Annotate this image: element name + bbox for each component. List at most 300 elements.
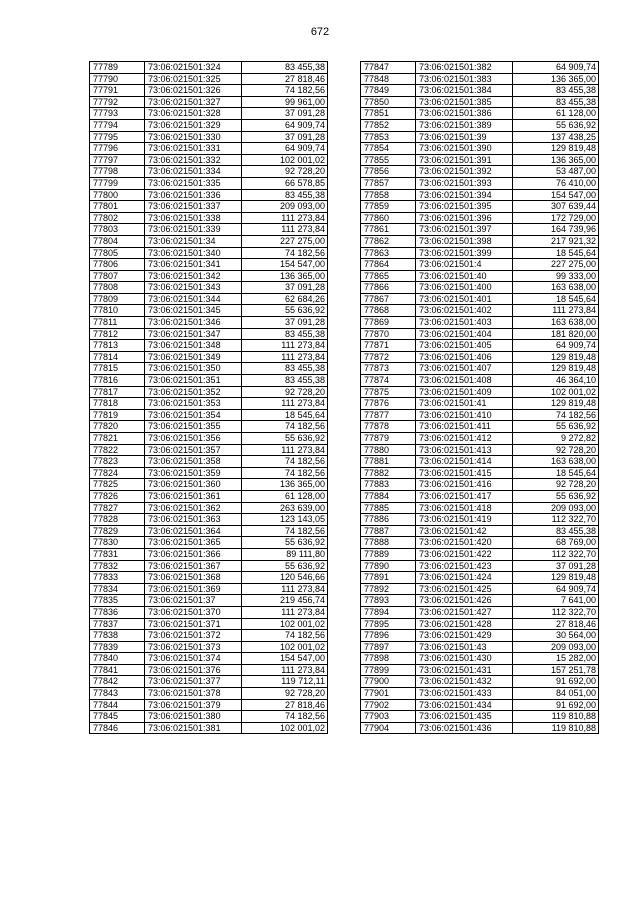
cadastral-number-cell: 73:06:021501:338 [145,212,242,224]
value-cell: 111 273,84 [242,664,328,676]
value-cell: 99 961,00 [242,96,328,108]
row-number-cell: 77898 [361,653,416,665]
table-row [90,467,328,479]
value-cell: 154 547,00 [513,189,599,201]
cadastral-number-cell: 73:06:021501:39 [416,131,513,143]
cadastral-number-cell: 73:06:021501:360 [145,479,242,491]
cadastral-number-cell: 73:06:021501:382 [416,62,513,74]
value-cell: 163 638,00 [513,456,599,468]
value-cell: 219 456,74 [242,595,328,607]
value-cell: 92 728,20 [513,444,599,456]
row-number-cell: 77869 [361,317,416,329]
value-cell: 53 487,00 [513,166,599,178]
cadastral-number-cell: 73:06:021501:377 [145,676,242,688]
cadastral-number-cell: 73:06:021501:374 [145,653,242,665]
cadastral-number-cell: 73:06:021501:420 [416,537,513,549]
value-cell: 209 093,00 [513,641,599,653]
value-cell: 129 819,48 [513,143,599,155]
cadastral-number-cell: 73:06:021501:372 [145,630,242,642]
value-cell: 46 364,10 [513,375,599,387]
cadastral-number-cell: 73:06:021501:373 [145,641,242,653]
value-cell: 55 636,92 [242,560,328,572]
cadastral-number-cell: 73:06:021501:385 [416,96,513,108]
value-cell: 83 455,38 [242,62,328,74]
table-row [361,467,599,479]
table-row [90,688,328,700]
table-row [361,630,599,642]
value-cell: 129 819,48 [513,572,599,584]
row-number-cell: 77820 [90,421,145,433]
value-cell: 74 182,56 [242,467,328,479]
cadastral-number-cell: 73:06:021501:431 [416,664,513,676]
row-number-cell: 77888 [361,537,416,549]
value-cell: 76 410,00 [513,177,599,189]
value-cell: 27 818,46 [242,699,328,711]
table-row [361,119,599,131]
value-cell: 172 729,00 [513,212,599,224]
table-row [361,96,599,108]
table-row [361,177,599,189]
cadastral-number-cell: 73:06:021501:400 [416,282,513,294]
table-row [90,224,328,236]
row-number-cell: 77824 [90,467,145,479]
row-number-cell: 77819 [90,409,145,421]
cadastral-number-cell: 73:06:021501:396 [416,212,513,224]
table-row [361,212,599,224]
cadastral-number-cell: 73:06:021501:425 [416,583,513,595]
value-cell: 263 639,00 [242,502,328,514]
table-row [361,479,599,491]
table-row [90,479,328,491]
value-cell: 27 818,46 [513,618,599,630]
cadastral-number-cell: 73:06:021501:401 [416,293,513,305]
value-cell: 83 455,38 [242,375,328,387]
row-number-cell: 77864 [361,259,416,271]
value-cell: 74 182,56 [242,711,328,723]
row-number-cell: 77886 [361,514,416,526]
cadastral-number-cell: 73:06:021501:398 [416,235,513,247]
table-row [361,305,599,317]
cadastral-number-cell: 73:06:021501:359 [145,467,242,479]
cadastral-number-cell: 73:06:021501:434 [416,699,513,711]
cadastral-number-cell: 73:06:021501:350 [145,363,242,375]
cadastral-number-cell: 73:06:021501:392 [416,166,513,178]
table-row [90,212,328,224]
row-number-cell: 77860 [361,212,416,224]
value-cell: 74 182,56 [242,421,328,433]
table-row [90,375,328,387]
cadastral-number-cell: 73:06:021501:381 [145,722,242,734]
row-number-cell: 77795 [90,131,145,143]
table-row [90,189,328,201]
value-cell: 37 091,28 [242,108,328,120]
row-number-cell: 77790 [90,73,145,85]
value-cell: 55 636,92 [242,537,328,549]
cadastral-number-cell: 73:06:021501:353 [145,398,242,410]
cadastral-number-cell: 73:06:021501:41 [416,398,513,410]
table-row [361,444,599,456]
row-number-cell: 77810 [90,305,145,317]
value-cell: 111 273,84 [513,305,599,317]
table-row [90,201,328,213]
cadastral-number-cell: 73:06:021501:432 [416,676,513,688]
value-cell: 92 728,20 [242,386,328,398]
value-cell: 217 921,32 [513,235,599,247]
row-number-cell: 77883 [361,479,416,491]
table-row [90,514,328,526]
row-number-cell: 77804 [90,235,145,247]
row-number-cell: 77875 [361,386,416,398]
value-cell: 74 182,56 [242,630,328,642]
row-number-cell: 77794 [90,119,145,131]
table-row [361,282,599,294]
value-cell: 9 272,82 [513,433,599,445]
value-cell: 83 455,38 [513,85,599,97]
table-row [90,676,328,688]
row-number-cell: 77871 [361,340,416,352]
row-number-cell: 77817 [90,386,145,398]
table-row [361,293,599,305]
row-number-cell: 77896 [361,630,416,642]
row-number-cell: 77834 [90,583,145,595]
row-number-cell: 77881 [361,456,416,468]
table-row [361,62,599,74]
table-row [361,653,599,665]
table-row [90,235,328,247]
row-number-cell: 77848 [361,73,416,85]
table-row [90,502,328,514]
cadastral-number-cell: 73:06:021501:4 [416,259,513,271]
table-row [90,85,328,97]
cadastral-number-cell: 73:06:021501:410 [416,409,513,421]
table-row [90,282,328,294]
row-number-cell: 77879 [361,433,416,445]
cadastral-number-cell: 73:06:021501:393 [416,177,513,189]
value-cell: 18 545,64 [513,293,599,305]
value-cell: 18 545,64 [513,247,599,259]
cadastral-number-cell: 73:06:021501:365 [145,537,242,549]
cadastral-number-cell: 73:06:021501:426 [416,595,513,607]
table-row [90,722,328,734]
row-number-cell: 77830 [90,537,145,549]
table-row [361,166,599,178]
value-cell: 55 636,92 [513,490,599,502]
row-number-cell: 77862 [361,235,416,247]
cadastral-number-cell: 73:06:021501:406 [416,351,513,363]
table-row [90,166,328,178]
value-cell: 111 273,84 [242,340,328,352]
table-row [361,328,599,340]
cadastral-number-cell: 73:06:021501:376 [145,664,242,676]
table-row [361,317,599,329]
row-number-cell: 77861 [361,224,416,236]
cadastral-number-cell: 73:06:021501:422 [416,548,513,560]
cadastral-number-cell: 73:06:021501:380 [145,711,242,723]
row-number-cell: 77842 [90,676,145,688]
cadastral-number-cell: 73:06:021501:416 [416,479,513,491]
value-cell: 102 001,02 [242,154,328,166]
value-cell: 136 365,00 [242,270,328,282]
cadastral-number-cell: 73:06:021501:368 [145,572,242,584]
table-row [90,537,328,549]
row-number-cell: 77858 [361,189,416,201]
table-row [90,351,328,363]
value-cell: 55 636,92 [513,421,599,433]
cadastral-number-cell: 73:06:021501:361 [145,490,242,502]
table-row [90,62,328,74]
row-number-cell: 77902 [361,699,416,711]
row-number-cell: 77889 [361,548,416,560]
value-cell: 111 273,84 [242,224,328,236]
value-cell: 123 143,05 [242,514,328,526]
row-number-cell: 77808 [90,282,145,294]
table-row [361,154,599,166]
left-register-table [89,61,328,734]
value-cell: 157 251,78 [513,664,599,676]
row-number-cell: 77878 [361,421,416,433]
row-number-cell: 77811 [90,317,145,329]
value-cell: 64 909,74 [242,119,328,131]
cadastral-number-cell: 73:06:021501:332 [145,154,242,166]
cadastral-number-cell: 73:06:021501:363 [145,514,242,526]
row-number-cell: 77892 [361,583,416,595]
table-row [361,224,599,236]
row-number-cell: 77801 [90,201,145,213]
row-number-cell: 77807 [90,270,145,282]
table-row [90,572,328,584]
cadastral-number-cell: 73:06:021501:328 [145,108,242,120]
value-cell: 89 111,80 [242,548,328,560]
row-number-cell: 77900 [361,676,416,688]
row-number-cell: 77901 [361,688,416,700]
table-row [90,444,328,456]
cadastral-number-cell: 73:06:021501:331 [145,143,242,155]
cadastral-number-cell: 73:06:021501:417 [416,490,513,502]
cadastral-number-cell: 73:06:021501:378 [145,688,242,700]
cadastral-number-cell: 73:06:021501:335 [145,177,242,189]
value-cell: 129 819,48 [513,351,599,363]
value-cell: 154 547,00 [242,259,328,271]
value-cell: 61 128,00 [242,490,328,502]
row-number-cell: 77833 [90,572,145,584]
row-number-cell: 77841 [90,664,145,676]
row-number-cell: 77856 [361,166,416,178]
table-row [90,630,328,642]
value-cell: 37 091,28 [242,131,328,143]
row-number-cell: 77815 [90,363,145,375]
row-number-cell: 77799 [90,177,145,189]
table-row [361,131,599,143]
row-number-cell: 77890 [361,560,416,572]
cadastral-number-cell: 73:06:021501:415 [416,467,513,479]
row-number-cell: 77809 [90,293,145,305]
cadastral-number-cell: 73:06:021501:339 [145,224,242,236]
value-cell: 209 093,00 [513,502,599,514]
cadastral-number-cell: 73:06:021501:326 [145,85,242,97]
table-row [90,259,328,271]
value-cell: 102 001,02 [242,618,328,630]
value-cell: 111 273,84 [242,351,328,363]
cadastral-number-cell: 73:06:021501:366 [145,548,242,560]
row-number-cell: 77823 [90,456,145,468]
cadastral-number-cell: 73:06:021501:358 [145,456,242,468]
table-row [90,606,328,618]
value-cell: 163 638,00 [513,282,599,294]
row-number-cell: 77798 [90,166,145,178]
cadastral-number-cell: 73:06:021501:343 [145,282,242,294]
cadastral-number-cell: 73:06:021501:404 [416,328,513,340]
row-number-cell: 77891 [361,572,416,584]
cadastral-number-cell: 73:06:021501:408 [416,375,513,387]
cadastral-number-cell: 73:06:021501:433 [416,688,513,700]
cadastral-number-cell: 73:06:021501:329 [145,119,242,131]
right-register-table [360,61,599,734]
value-cell: 91 692,00 [513,676,599,688]
row-number-cell: 77859 [361,201,416,213]
row-number-cell: 77884 [361,490,416,502]
row-number-cell: 77904 [361,722,416,734]
row-number-cell: 77816 [90,375,145,387]
value-cell: 15 282,00 [513,653,599,665]
table-row [361,583,599,595]
row-number-cell: 77802 [90,212,145,224]
table-row [361,688,599,700]
table-row [361,259,599,271]
cadastral-number-cell: 73:06:021501:341 [145,259,242,271]
table-row [361,247,599,259]
row-number-cell: 77882 [361,467,416,479]
value-cell: 7 641,00 [513,595,599,607]
table-row [90,398,328,410]
table-row [90,363,328,375]
value-cell: 74 182,56 [242,247,328,259]
value-cell: 30 564,00 [513,630,599,642]
table-row [90,560,328,572]
table-row [90,653,328,665]
row-number-cell: 77865 [361,270,416,282]
cadastral-number-cell: 73:06:021501:325 [145,73,242,85]
row-number-cell: 77832 [90,560,145,572]
cadastral-number-cell: 73:06:021501:37 [145,595,242,607]
cadastral-number-cell: 73:06:021501:324 [145,62,242,74]
table-row [90,583,328,595]
row-number-cell: 77821 [90,433,145,445]
value-cell: 99 333,00 [513,270,599,282]
table-row [90,305,328,317]
cadastral-number-cell: 73:06:021501:436 [416,722,513,734]
value-cell: 111 273,84 [242,583,328,595]
value-cell: 181 820,00 [513,328,599,340]
table-row [90,317,328,329]
value-cell: 136 365,00 [513,73,599,85]
row-number-cell: 77835 [90,595,145,607]
table-row [361,201,599,213]
value-cell: 37 091,28 [242,282,328,294]
value-cell: 84 051,00 [513,688,599,700]
value-cell: 37 091,28 [513,560,599,572]
value-cell: 55 636,92 [513,119,599,131]
row-number-cell: 77853 [361,131,416,143]
cadastral-number-cell: 73:06:021501:334 [145,166,242,178]
table-row [90,247,328,259]
cadastral-number-cell: 73:06:021501:379 [145,699,242,711]
value-cell: 119 810,88 [513,722,599,734]
value-cell: 112 322,70 [513,514,599,526]
row-number-cell: 77877 [361,409,416,421]
value-cell: 92 728,20 [242,688,328,700]
table-row [90,386,328,398]
cadastral-number-cell: 73:06:021501:418 [416,502,513,514]
cadastral-number-cell: 73:06:021501:414 [416,456,513,468]
cadastral-number-cell: 73:06:021501:43 [416,641,513,653]
value-cell: 136 365,00 [242,479,328,491]
row-number-cell: 77840 [90,653,145,665]
table-row [90,641,328,653]
cadastral-number-cell: 73:06:021501:355 [145,421,242,433]
cadastral-number-cell: 73:06:021501:423 [416,560,513,572]
table-row [361,363,599,375]
cadastral-number-cell: 73:06:021501:391 [416,154,513,166]
value-cell: 74 182,56 [242,85,328,97]
table-row [90,711,328,723]
cadastral-number-cell: 73:06:021501:386 [416,108,513,120]
cadastral-number-cell: 73:06:021501:389 [416,119,513,131]
value-cell: 68 769,00 [513,537,599,549]
row-number-cell: 77868 [361,305,416,317]
value-cell: 83 455,38 [513,525,599,537]
row-number-cell: 77813 [90,340,145,352]
table-row [90,595,328,607]
cadastral-number-cell: 73:06:021501:330 [145,131,242,143]
value-cell: 154 547,00 [242,653,328,665]
cadastral-number-cell: 73:06:021501:430 [416,653,513,665]
table-row [361,340,599,352]
value-cell: 111 273,84 [242,444,328,456]
table-row [90,664,328,676]
value-cell: 227 275,00 [513,259,599,271]
table-row [361,572,599,584]
row-number-cell: 77849 [361,85,416,97]
table-row [90,421,328,433]
table-row [90,96,328,108]
row-number-cell: 77880 [361,444,416,456]
cadastral-number-cell: 73:06:021501:405 [416,340,513,352]
value-cell: 102 001,02 [242,722,328,734]
row-number-cell: 77838 [90,630,145,642]
value-cell: 64 909,74 [242,143,328,155]
cadastral-number-cell: 73:06:021501:364 [145,525,242,537]
row-number-cell: 77800 [90,189,145,201]
table-row [90,154,328,166]
table-row [361,618,599,630]
value-cell: 164 739,96 [513,224,599,236]
cadastral-number-cell: 73:06:021501:354 [145,409,242,421]
table-row [361,351,599,363]
cadastral-number-cell: 73:06:021501:435 [416,711,513,723]
value-cell: 102 001,02 [513,386,599,398]
cadastral-number-cell: 73:06:021501:42 [416,525,513,537]
row-number-cell: 77852 [361,119,416,131]
value-cell: 111 273,84 [242,212,328,224]
table-row [361,375,599,387]
row-number-cell: 77855 [361,154,416,166]
row-number-cell: 77796 [90,143,145,155]
table-row [90,699,328,711]
page-number: 672 [310,26,330,38]
cadastral-number-cell: 73:06:021501:395 [416,201,513,213]
cadastral-number-cell: 73:06:021501:407 [416,363,513,375]
cadastral-number-cell: 73:06:021501:347 [145,328,242,340]
